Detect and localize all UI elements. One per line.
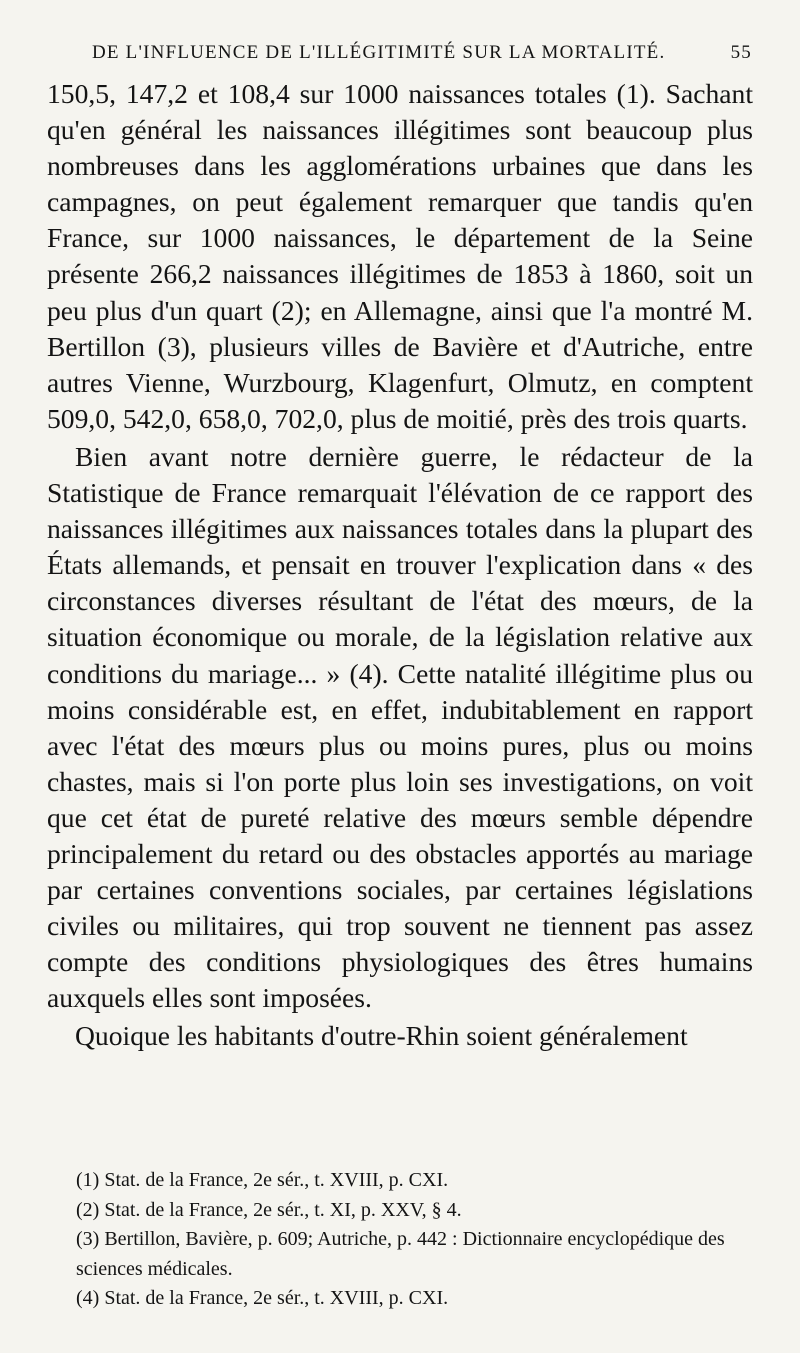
paragraph: 150,5, 147,2 et 108,4 sur 1000 naissances totales (1). Sachant qu'en général les naissances illégitimes sont beaucoup plus nombreuses dans les agglomérations urbaines que dans les campagnes, on peut également remarquer que tandis qu'en France, sur 1000 naissances, le département de la Seine présente 266,2 naissances illégitimes de 1853 à 1860, soit un peu plus d'un quart (2); en Allemagne, ainsi que l'a montré M. Bertillon (3), plusieurs villes de Bavière et d'Autriche, entre autres Vienne, Wurzbourg, Klagenfurt, Olmutz, en comptent 509,0, 542,0, 658,0, 702,0, plus de moitié, près des trois quarts. [47,78,753,434]
page-number: 55 [730,42,752,63]
body-text [47,76,753,1055]
footnote: (1) Stat. de la France, 2e sér., t. XVIII, p. CXI. [76,1169,449,1191]
footnote: (3) Bertillon, Bavière, p. 609; Autriche, p. 442 : Dictionnaire encyclopédique des sciences médicales. [76,1228,725,1280]
paragraph: Bien avant notre dernière guerre, le rédacteur de la Statistique de France remarquait l'élévation de ce rapport des naissances illégitimes aux naissances totales dans la plupart des États allemands, et pensait en trouver l'explication dans « des circonstances diverses résultant de l'état des mœurs, de la situation économique ou morale, de la législation relative aux conditions du mariage... » (4). Cette natalité illégitime plus ou moins considérable est, en effet, indubitablement en rapport avec l'état des mœurs plus ou moins pures, plus ou moins chastes, mais si l'on porte plus loin ses investigations, on voit que cet état de pureté relative des mœurs semble dépendre principalement du retard ou des obstacles apportés au mariage par certaines conventions sociales, par certaines législations civiles ou militaires, qui trop souvent ne tiennent pas assez compte des conditions physiologiques des êtres humains auxquels elles sont imposées. [47,440,753,1014]
running-title: DE L'INFLUENCE DE L'ILLÉGITIMITÉ SUR LA MORTALITÉ. [92,42,666,63]
footnotes [76,1166,756,1314]
paragraph: Quoique les habitants d'outre-Rhin soient généralement [75,1020,688,1052]
footnote: (4) Stat. de la France, 2e sér., t. XVIII, p. CXI. [76,1287,449,1309]
running-header [92,42,752,64]
footnote: (2) Stat. de la France, 2e sér., t. XI, p. XXV, § 4. [76,1198,462,1221]
